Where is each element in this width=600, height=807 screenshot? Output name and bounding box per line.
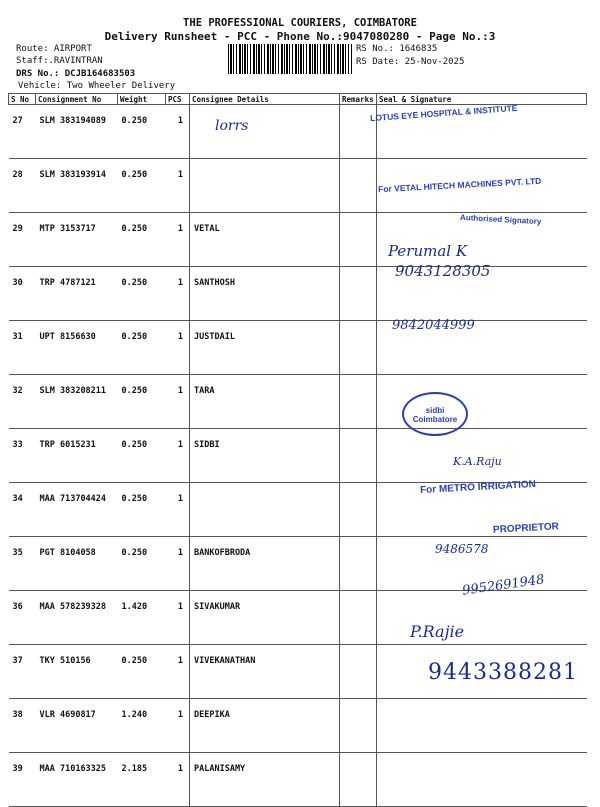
row-weight: 0.250 [118, 429, 166, 483]
hand-kara: K.A.Raju [453, 455, 502, 468]
row-pcs: 1 [166, 105, 190, 159]
row-pcs: 1 [166, 429, 190, 483]
row-weight: 1.240 [118, 699, 166, 753]
row-weight: 0.250 [118, 645, 166, 699]
stamp-hospital: LOTUS EYE HOSPITAL & INSTITUTE [369, 102, 518, 124]
row-sno: 37 [9, 645, 36, 699]
row-signature [377, 591, 587, 645]
row-weight: 0.250 [118, 321, 166, 375]
row-consignee [190, 159, 340, 213]
route: Route: AIRPORT [16, 44, 92, 54]
row-consignment: MAA 578239328 [36, 591, 118, 645]
row-weight: 1.420 [118, 591, 166, 645]
row-sno: 38 [9, 699, 36, 753]
col-weight: Weight [118, 94, 166, 105]
row-remarks [340, 429, 377, 483]
stamp-sidbi: sidbi Coimbatore [402, 392, 468, 436]
company-name: THE PROFESSIONAL COURIERS, COIMBATORE [183, 17, 417, 29]
table-row [9, 321, 587, 375]
row-weight: 0.250 [118, 267, 166, 321]
hand-phone-5: 9443388281 [428, 660, 578, 685]
col-consignment: Consignment No [36, 94, 118, 105]
row-pcs: 1 [166, 321, 190, 375]
row-remarks [340, 699, 377, 753]
row-pcs: 1 [166, 645, 190, 699]
row-remarks [340, 645, 377, 699]
row-consignee: SIVAKUMAR [190, 591, 340, 645]
row-remarks [340, 753, 377, 807]
table-header [9, 94, 587, 105]
signature-row-27: lorrs [215, 118, 249, 134]
row-consignee: JUSTDAIL [190, 321, 340, 375]
table-row [9, 753, 587, 807]
row-remarks [340, 267, 377, 321]
row-weight: 0.250 [118, 105, 166, 159]
row-consignment: SLM 383208211 [36, 375, 118, 429]
row-consignee: PALANISAMY [190, 753, 340, 807]
stamp-metro: For METRO IRRIGATION [419, 478, 537, 497]
runsheet-title: Delivery Runsheet - PCC - Phone No.:9047080280 - Page No.:3 [104, 30, 496, 43]
hand-phone-2: 9842044999 [392, 318, 475, 333]
row-sno: 30 [9, 267, 36, 321]
row-consignee [190, 105, 340, 159]
col-consignee: Consignee Details [190, 94, 340, 105]
row-pcs: 1 [166, 591, 190, 645]
row-pcs: 1 [166, 699, 190, 753]
row-consignee [190, 483, 340, 537]
row-weight: 0.250 [118, 375, 166, 429]
row-pcs: 1 [166, 537, 190, 591]
rs-date: RS Date: 25-Nov-2025 [356, 57, 465, 67]
row-weight: 0.250 [118, 213, 166, 267]
hand-prajie: P.Rajie [410, 622, 465, 641]
row-sno: 27 [9, 105, 36, 159]
row-signature [377, 753, 587, 807]
row-pcs: 1 [166, 213, 190, 267]
row-pcs: 1 [166, 267, 190, 321]
row-remarks [340, 213, 377, 267]
row-remarks [340, 591, 377, 645]
col-pcs: PCS [166, 94, 190, 105]
table-row [9, 699, 587, 753]
row-remarks [340, 375, 377, 429]
table-row [9, 375, 587, 429]
row-pcs: 1 [166, 483, 190, 537]
staff: Staff:.RAVINTRAN [16, 56, 103, 66]
row-consignment: SLM 383193914 [36, 159, 118, 213]
stamp-vetal: For VETAL HITECH MACHINES PVT. LTD [377, 175, 542, 195]
hand-phone-3: 9486578 [435, 542, 489, 556]
row-remarks [340, 321, 377, 375]
row-sno: 31 [9, 321, 36, 375]
col-remarks: Remarks [340, 94, 377, 105]
row-sno: 29 [9, 213, 36, 267]
row-sno: 32 [9, 375, 36, 429]
row-weight: 0.250 [118, 537, 166, 591]
table-row [9, 267, 587, 321]
row-sno: 39 [9, 753, 36, 807]
row-pcs: 1 [166, 753, 190, 807]
vehicle: Vehicle: Two Wheeler Delivery [18, 81, 176, 91]
rs-number: RS No.: 1646835 [356, 44, 438, 54]
row-consignment: VLR 4690817 [36, 699, 118, 753]
row-consignee: BANKOFBRODA [190, 537, 340, 591]
row-consignee: TARA [190, 375, 340, 429]
row-sno: 35 [9, 537, 36, 591]
drs-number: DRS No.: DCJB164683503 [16, 69, 136, 79]
row-remarks [340, 537, 377, 591]
row-consignee: SIDBI [190, 429, 340, 483]
row-pcs: 1 [166, 375, 190, 429]
row-consignee: SANTHOSH [190, 267, 340, 321]
row-consignment: PGT 8104058 [36, 537, 118, 591]
row-weight: 2.185 [118, 753, 166, 807]
col-sno: S No [9, 94, 36, 105]
hand-perumal: Perumal K [388, 242, 468, 260]
row-consignment: MAA 713704424 [36, 483, 118, 537]
row-pcs: 1 [166, 159, 190, 213]
row-consignee: VIVEKANATHAN [190, 645, 340, 699]
row-sno: 33 [9, 429, 36, 483]
stamp-proprietor: PROPRIETOR [492, 521, 560, 536]
row-remarks [340, 483, 377, 537]
row-consignment: UPT 8156630 [36, 321, 118, 375]
col-signature: Seal & Signature [377, 94, 587, 105]
row-sno: 36 [9, 591, 36, 645]
row-consignment: TKY 510156 [36, 645, 118, 699]
stamp-vetal-signatory: Authorised Signatory [459, 212, 542, 227]
row-consignment: TRP 6015231 [36, 429, 118, 483]
barcode [228, 44, 352, 74]
row-sno: 28 [9, 159, 36, 213]
row-weight: 0.250 [118, 159, 166, 213]
row-consignee: VETAL [190, 213, 340, 267]
row-consignment: TRP 4787121 [36, 267, 118, 321]
row-sno: 34 [9, 483, 36, 537]
row-signature [377, 699, 587, 753]
hand-phone-4: 9952691948 [461, 572, 546, 599]
row-weight: 0.250 [118, 483, 166, 537]
hand-phone-1: 9043128305 [395, 262, 491, 280]
runsheet-table [8, 93, 587, 807]
row-consignee: DEEPIKA [190, 699, 340, 753]
row-remarks [340, 159, 377, 213]
row-consignment: MAA 710163325 [36, 753, 118, 807]
row-consignment: SLM 383194089 [36, 105, 118, 159]
table-row [9, 591, 587, 645]
row-consignment: MTP 3153717 [36, 213, 118, 267]
